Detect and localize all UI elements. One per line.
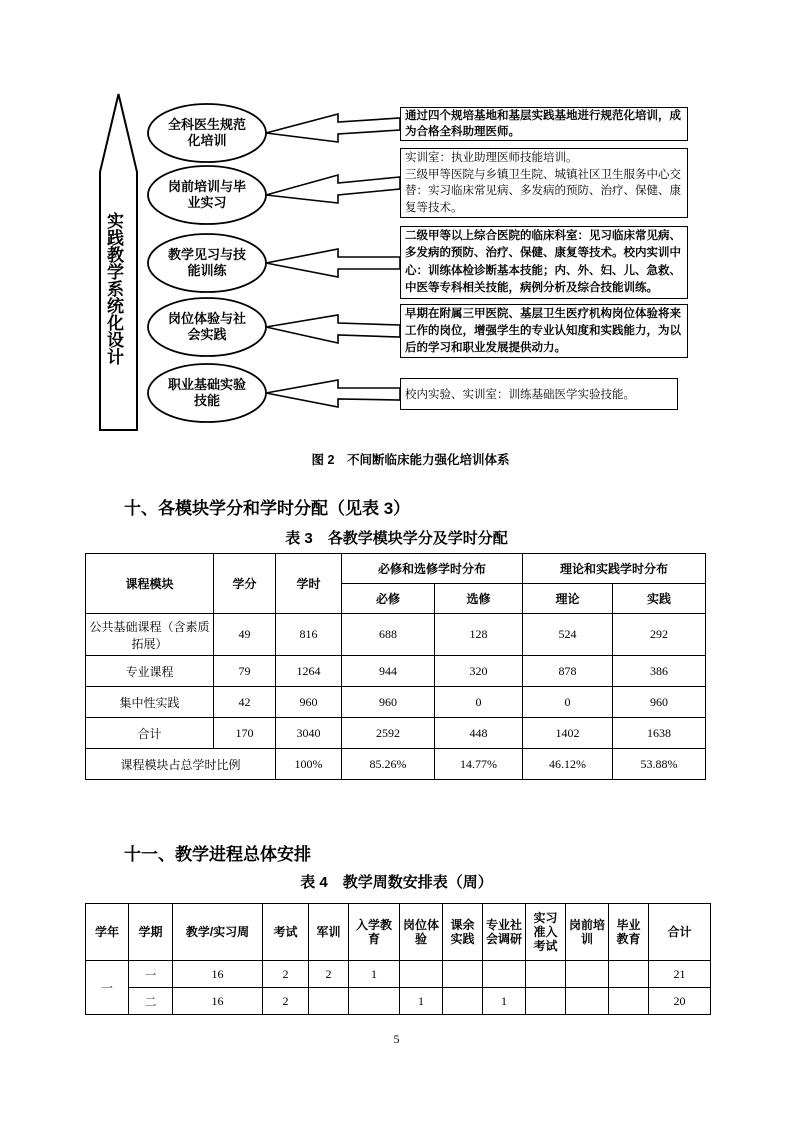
- t4-cell: [526, 988, 566, 1015]
- t4-header: 军训: [309, 904, 349, 961]
- t3-cell: 3040: [276, 718, 342, 749]
- ellipse-label-5: 职业基础实验技能: [167, 377, 246, 408]
- t3-cell: 448: [435, 718, 523, 749]
- table-4-teaching-weeks: [85, 903, 711, 1015]
- t3-subheader-elective: 选修: [435, 584, 523, 614]
- t4-header: 岗位体验: [400, 904, 443, 961]
- figure-2-caption: 图 2 不间断临床能力强化培训体系: [311, 453, 510, 467]
- t3-subheader-practice: 实践: [613, 584, 706, 614]
- diagram-vertical-label: 实践教学系统化设计: [104, 211, 123, 365]
- t3-cell: 100%: [276, 749, 342, 780]
- t4-cell: 2: [309, 961, 349, 988]
- flow-box-5: 校内实验、实训室：训练基础医学实验技能。: [400, 378, 678, 410]
- ellipse-label-1: 全科医生规范化培训: [167, 117, 246, 148]
- flow-box-3: 二级甲等以上综合医院的临床科室：见习临床常见病、多发病的预防、治疗、保健、康复等技术。校内实训中心：训练体检诊断基本技能；内、外、妇、儿、急救、中医等专科相关技能，病例分析及综合技能训练。: [400, 226, 688, 299]
- t3-cell: 524: [523, 614, 613, 656]
- t3-cell: 292: [613, 614, 706, 656]
- t4-cell: 16: [173, 961, 263, 988]
- t3-cell: 944: [342, 656, 435, 687]
- t3-cell: 14.77%: [435, 749, 523, 780]
- table-row: [86, 718, 706, 749]
- t3-cell: 688: [342, 614, 435, 656]
- t3-cell: 128: [435, 614, 523, 656]
- t3-cell: 合计: [86, 718, 214, 749]
- t4-cell: 21: [649, 961, 711, 988]
- t4-cell: [309, 988, 349, 1015]
- t3-cell: 85.26%: [342, 749, 435, 780]
- left-arrow-connector-5: [266, 380, 400, 407]
- t3-cell: 专业课程: [86, 656, 214, 687]
- t4-cell: [566, 988, 609, 1015]
- t4-cell: [566, 961, 609, 988]
- t3-group-theory-practice: 理论和实践学时分布: [523, 554, 706, 584]
- t3-header-hours: 学时: [276, 554, 342, 614]
- t3-cell: 2592: [342, 718, 435, 749]
- t4-header: 毕业教育: [609, 904, 649, 961]
- t4-cell: [483, 961, 526, 988]
- t3-cell: 1402: [523, 718, 613, 749]
- t4-cell: 二: [129, 988, 173, 1015]
- section-11-heading: 十一、教学进程总体安排: [124, 845, 311, 864]
- t4-cell: [443, 961, 483, 988]
- t4-year-cell: 一: [86, 961, 129, 1015]
- flow-box-4: 早期在附属三甲医院、基层卫生医疗机构岗位体验将来工作的岗位，增强学生的专业认知度和实践能力，为以后的学习和职业发展提供动力。: [400, 304, 688, 358]
- t3-subheader-theory: 理论: [523, 584, 613, 614]
- table-row: [86, 656, 706, 687]
- t3-header-module: 课程模块: [86, 554, 214, 614]
- t4-cell: [609, 961, 649, 988]
- t4-header: 专业社会调研: [483, 904, 526, 961]
- t4-header: 入学教育: [349, 904, 400, 961]
- t4-cell: 2: [263, 988, 309, 1015]
- t3-cell: 0: [523, 687, 613, 718]
- table-row-ratio: [86, 749, 706, 780]
- t4-header: 学年: [86, 904, 129, 961]
- table-3-credit-hours: [85, 553, 706, 780]
- flow-box-2: 实训室：执业助理医师技能培训。 三级甲等医院与乡镇卫生院、城镇社区卫生服务中心交替：实习临床常见病、多发病的预防、治疗、保健、康复等技术。: [400, 148, 688, 218]
- page-number: 5: [393, 1032, 400, 1046]
- t4-cell: 16: [173, 988, 263, 1015]
- t3-cell: 960: [342, 687, 435, 718]
- t3-header-credits: 学分: [214, 554, 276, 614]
- t3-group-required-elective: 必修和选修学时分布: [342, 554, 523, 584]
- t4-cell: 一: [129, 961, 173, 988]
- table-3-title: 表 3 各教学模块学分及学时分配: [285, 530, 508, 547]
- t3-cell: 386: [613, 656, 706, 687]
- figure-2-diagram: [0, 88, 793, 440]
- left-arrow-connector-3: [266, 249, 400, 277]
- t3-cell: 42: [214, 687, 276, 718]
- t4-header: 合计: [649, 904, 711, 961]
- flow-box-1: 通过四个规培基地和基层实践基地进行规范化培训，成为合格全科助理医师。: [400, 107, 688, 141]
- t3-cell: 1638: [613, 718, 706, 749]
- t4-cell: 1: [483, 988, 526, 1015]
- t3-cell: 960: [276, 687, 342, 718]
- t3-cell: 集中性实践: [86, 687, 214, 718]
- ellipse-label-2: 岗前培训与毕业实习: [167, 179, 246, 210]
- t4-header: 实习准入考试: [526, 904, 566, 961]
- t3-cell: 课程模块占总学时比例: [86, 749, 276, 780]
- t4-header: 学期: [129, 904, 173, 961]
- table-row: [86, 961, 711, 988]
- t4-cell: [349, 988, 400, 1015]
- t4-header: 考试: [263, 904, 309, 961]
- t3-cell: 170: [214, 718, 276, 749]
- left-arrow-connector-4: [266, 315, 400, 343]
- ellipse-label-3: 教学见习与技能训练: [167, 247, 246, 278]
- left-arrow-connector-1: [266, 114, 400, 142]
- table-4-title: 表 4 教学周数安排表（周）: [300, 874, 493, 891]
- ellipse-label-4: 岗位体验与社会实践: [167, 311, 246, 342]
- section-10-heading: 十、各模块学分和学时分配（见表 3）: [124, 499, 411, 518]
- t4-cell: [526, 961, 566, 988]
- t3-cell: 320: [435, 656, 523, 687]
- t4-cell: 1: [349, 961, 400, 988]
- t3-cell: 1264: [276, 656, 342, 687]
- t3-cell: 960: [613, 687, 706, 718]
- t3-cell: 公共基础课程（含素质拓展）: [86, 614, 214, 656]
- t4-cell: [443, 988, 483, 1015]
- t3-cell: 46.12%: [523, 749, 613, 780]
- t4-header: 教学/实习周: [173, 904, 263, 961]
- t4-header: 课余实践: [443, 904, 483, 961]
- table-row: [86, 614, 706, 656]
- t4-cell: 1: [400, 988, 443, 1015]
- t3-cell: 878: [523, 656, 613, 687]
- table-row: [86, 687, 706, 718]
- t3-cell: 79: [214, 656, 276, 687]
- t4-cell: [400, 961, 443, 988]
- t4-cell: [609, 988, 649, 1015]
- t4-cell: 20: [649, 988, 711, 1015]
- t4-header: 岗前培训: [566, 904, 609, 961]
- t4-cell: 2: [263, 961, 309, 988]
- t3-cell: 49: [214, 614, 276, 656]
- t3-cell: 816: [276, 614, 342, 656]
- left-arrow-connector-2: [266, 175, 400, 203]
- t3-cell: 53.88%: [613, 749, 706, 780]
- t3-cell: 0: [435, 687, 523, 718]
- table-row: [86, 988, 711, 1015]
- t3-subheader-required: 必修: [342, 584, 435, 614]
